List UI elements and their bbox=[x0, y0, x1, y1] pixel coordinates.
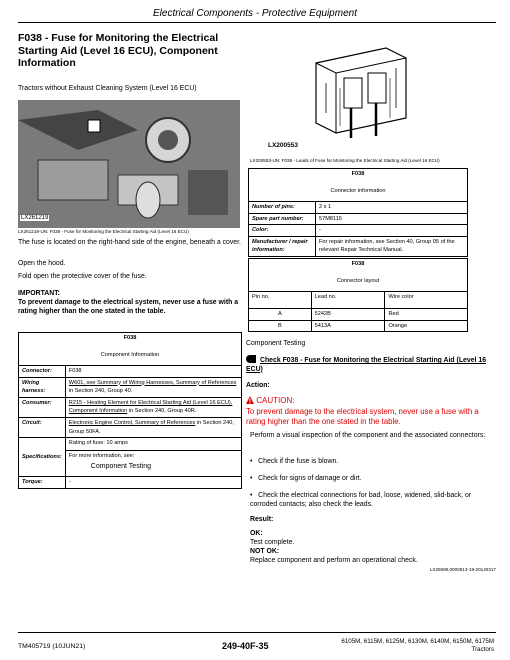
connector-layout-table bbox=[248, 258, 468, 332]
inspection-intro: Perform a visual inspection of the component and the associated connectors: bbox=[250, 432, 486, 439]
reference-code: LX25699,0000813-19-20140317 bbox=[429, 567, 496, 572]
step-open-cover: Fold open the protective cover of the fuse. bbox=[18, 273, 147, 280]
footer-manual-id: TM405719 (10JUN21) bbox=[18, 643, 86, 650]
table-row bbox=[19, 366, 242, 378]
cell-value: For repair information, see Section 40, Group 05 of the relevant Repair Technical Manual. bbox=[316, 236, 468, 256]
ok-label: OK: bbox=[250, 530, 263, 537]
cell-label: Spare part number: bbox=[249, 213, 316, 225]
check-title[interactable]: Check F038 - Fuse for Monitoring the Electrical Starting Aid (Level 16 ECU) bbox=[246, 357, 487, 373]
important-label: IMPORTANT: bbox=[18, 290, 60, 297]
table-row bbox=[249, 236, 468, 256]
photo-caption: LX261219-UN: F038 - Fuse for Monitoring the Electrical Starting Aid (Level 16 ECU) bbox=[18, 229, 189, 234]
component-info-subtitle: Component Information bbox=[100, 351, 160, 358]
important-text: To prevent damage to the electrical system, never use a fuse with a rating higher than the one stated in the table. bbox=[18, 299, 239, 315]
bullet-text: Check the electrical connections for bad, loose, widened, slid-back, or corroded contacts; also check the leads. bbox=[250, 492, 472, 508]
footer-page-number: 249-40F-35 bbox=[222, 641, 269, 651]
connector-layout-subtitle: Connector layout bbox=[336, 277, 380, 284]
column-header: Pin no. bbox=[249, 292, 312, 309]
bullet-text: Check for signs of damage or dirt. bbox=[258, 475, 362, 482]
cell-value: 57M8115 bbox=[316, 213, 468, 225]
footer-models-line: 6105M, 6115M, 6125M, 6130M, 6140M, 6150M, 6175M bbox=[341, 638, 494, 645]
cell-lead: 5413A bbox=[311, 320, 385, 332]
info-icon bbox=[246, 355, 256, 363]
consumer-link[interactable]: R215 - Heating Element for Electrical Starting Aid (Level 16 ECU), Component Information bbox=[68, 399, 233, 415]
caution-label: CAUTION: bbox=[256, 396, 295, 405]
cell-pin: A bbox=[249, 309, 312, 321]
component-testing-link[interactable]: Component Testing bbox=[90, 463, 151, 471]
table-row bbox=[19, 476, 242, 488]
caution-block bbox=[246, 396, 294, 405]
ok-text: Test complete. bbox=[250, 539, 295, 546]
circuit-link[interactable]: Electronic Engine Control, Summary of References bbox=[68, 419, 196, 426]
more-info-text: For more information, see: bbox=[66, 450, 241, 462]
connector-layout-header bbox=[249, 259, 468, 292]
connector-info-subtitle: Connector information bbox=[330, 187, 386, 194]
page-header-title: Electrical Components - Protective Equipment bbox=[153, 8, 357, 19]
footer-models bbox=[318, 638, 494, 654]
cell-lead: 5242B bbox=[311, 309, 385, 321]
photo-tag: LX261219 bbox=[21, 215, 49, 221]
component-info-table bbox=[18, 332, 242, 489]
component-info-header bbox=[19, 333, 242, 366]
cell-label: Number of pins: bbox=[249, 202, 316, 214]
footer-product-line: Tractors bbox=[471, 646, 494, 653]
bullet-text: Check if the fuse is blown. bbox=[258, 458, 339, 465]
table-row bbox=[249, 309, 468, 321]
not-ok-label: NOT OK: bbox=[250, 548, 280, 555]
footer-divider bbox=[18, 632, 496, 633]
connector-info-header bbox=[249, 169, 468, 202]
table-row bbox=[19, 438, 242, 477]
cell-label: Torque: bbox=[19, 476, 66, 488]
cell-label: Specifications: bbox=[19, 438, 66, 477]
connector-drawing bbox=[256, 38, 452, 150]
engine-photo bbox=[18, 100, 240, 228]
connector-tag: LX200553 bbox=[268, 142, 298, 149]
cell-value: in Section 240, Group 40. bbox=[68, 388, 133, 395]
table-row bbox=[249, 320, 468, 332]
connector-info-table bbox=[248, 168, 468, 257]
bullet-item: • Check the electrical connections for bad, loose, widened, slid-back, or corroded contacts; also check the leads. bbox=[250, 492, 472, 508]
fuse-rating: Rating of fuse: 10 amps bbox=[68, 440, 128, 447]
cell-label: Manufacturer / repair information: bbox=[249, 236, 316, 256]
location-text: The fuse is located on the right-hand side of the engine, beneath a cover. bbox=[18, 239, 241, 246]
section-title: F038 - Fuse for Monitoring the Electrical Starting Aid (Level 16 ECU), Component Information bbox=[18, 32, 219, 69]
not-ok-text: Replace component and perform an operational check. bbox=[250, 557, 418, 564]
table-row bbox=[249, 213, 468, 225]
cell-color: Red bbox=[385, 309, 468, 321]
cell-label: Connector: bbox=[19, 366, 66, 378]
engine-photo-illustration bbox=[18, 100, 240, 228]
cell-value: in Section 240, Group 50FA. bbox=[68, 419, 234, 435]
action-label: Action: bbox=[246, 382, 270, 389]
cell-value: 2 x 1 bbox=[316, 202, 468, 214]
cell-value: F038 bbox=[65, 366, 241, 378]
result-label: Result: bbox=[250, 516, 274, 523]
table-row bbox=[19, 417, 242, 437]
table-row bbox=[19, 377, 242, 397]
caution-text: To prevent damage to the electrical system, never use a fuse with a rating higher than the one stated in the table. bbox=[246, 407, 479, 426]
header-divider bbox=[18, 22, 496, 23]
step-open-hood: Open the hood. bbox=[18, 260, 66, 267]
connector-layout-title: F038 bbox=[351, 261, 365, 267]
component-testing-heading: Component Testing bbox=[246, 340, 306, 347]
check-title-block bbox=[246, 355, 496, 374]
cell-label: Color: bbox=[249, 225, 316, 237]
wiring-harness-link[interactable]: W601, see Summary of Wiring Harnesses, Summary of References bbox=[68, 379, 237, 386]
section-subtitle: Tractors without Exhaust Cleaning System (Level 16 ECU) bbox=[18, 85, 197, 92]
column-header: Wire color bbox=[385, 292, 468, 309]
cell-label: Circuit: bbox=[19, 417, 66, 437]
cell-pin: B bbox=[249, 320, 312, 332]
cell-color: Orange bbox=[385, 320, 468, 332]
cell-value: - bbox=[65, 476, 241, 488]
table-row bbox=[19, 397, 242, 417]
column-header: Lead no. bbox=[311, 292, 385, 309]
component-info-title: F038 bbox=[123, 335, 137, 341]
warning-triangle-icon bbox=[246, 396, 254, 404]
cell-label: Wiring harness: bbox=[19, 377, 66, 397]
bullet-item: • Check if the fuse is blown. bbox=[250, 458, 339, 465]
connector-info-title: F038 bbox=[351, 171, 365, 177]
cell-label: Consumer: bbox=[19, 397, 66, 417]
cell-value: - bbox=[316, 225, 468, 237]
cell-value: in Section 240, Group 40R. bbox=[127, 408, 197, 415]
connector-caption: LX200553-UN: F038 - Leads of Fuse for Monitoring the Electrical Starting Aid (Level 16 ECU) bbox=[250, 158, 440, 163]
table-row bbox=[249, 225, 468, 237]
bullet-item: • Check for signs of damage or dirt. bbox=[250, 475, 362, 482]
table-row bbox=[249, 202, 468, 214]
table-header-row bbox=[249, 292, 468, 309]
